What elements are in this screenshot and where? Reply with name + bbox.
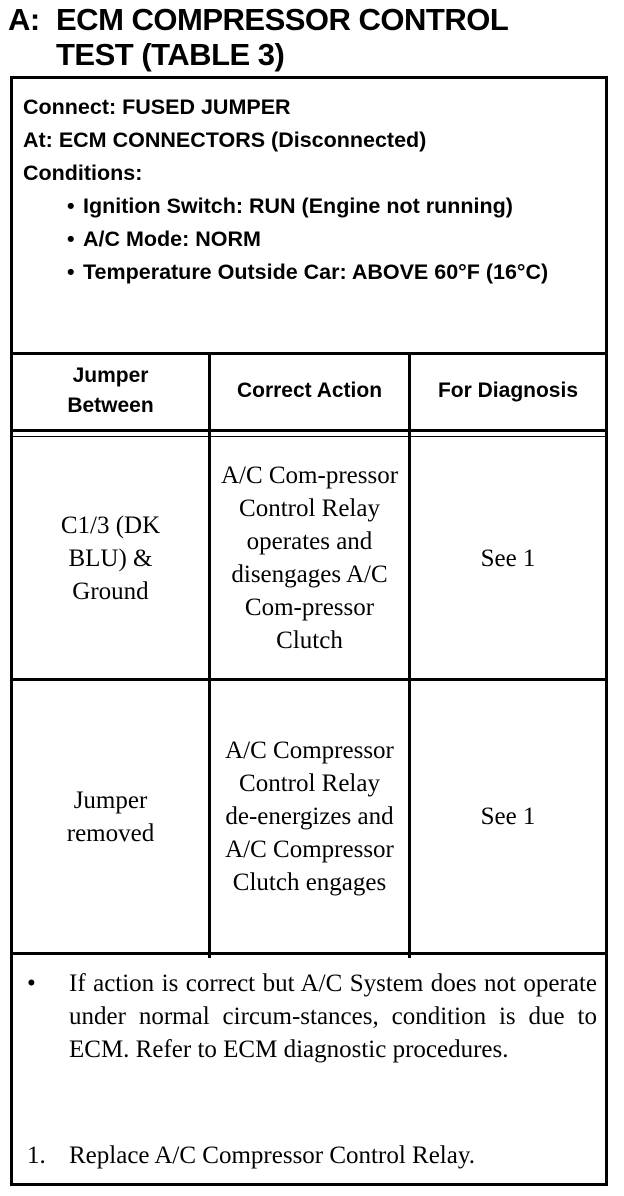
title-line-1: ECM COMPRESSOR CONTROL xyxy=(56,2,509,37)
note-numbered-text: Replace A/C Compressor Control Relay. xyxy=(69,1142,475,1169)
table-row-2-jumper: Jumper removed xyxy=(66,786,155,847)
connection-block xyxy=(13,79,605,355)
header-jumper-between: Jumper Between xyxy=(67,363,154,417)
condition-item: • A/C Mode: NORM xyxy=(69,223,605,256)
table-row-2-action: A/C Compressor Control Relay de-energizes and A/C Compressor Clutch engages xyxy=(225,737,394,896)
title-prefix: A: xyxy=(8,2,40,37)
header-for-diagnosis: For Diagnosis xyxy=(437,378,579,402)
page-title xyxy=(8,2,608,72)
test-table-frame xyxy=(10,76,608,1186)
note-bullet xyxy=(27,967,597,1066)
at-line: At: ECM CONNECTORS (Disconnected) xyxy=(23,128,427,152)
condition-item: • Ignition Switch: RUN (Engine not running) xyxy=(69,190,513,223)
conditions-list xyxy=(23,190,605,289)
connect-line: Connect: FUSED JUMPER xyxy=(23,95,291,119)
table-row-1-jumper: C1/3 (DK BLU) & Ground xyxy=(60,511,161,605)
notes-section xyxy=(13,955,605,1183)
jumper-table xyxy=(13,352,605,952)
header-correct-action: Correct Action xyxy=(236,378,383,402)
table-row-2-diagnosis: See 1 xyxy=(480,803,536,830)
table-row-1-diagnosis: See 1 xyxy=(480,544,536,572)
bullet-mark: • xyxy=(27,970,36,997)
number-mark: 1. xyxy=(27,1142,46,1169)
table-row-1-action: A/C Com-pressor Control Relay operates and disengages A/C Com-pressor Clutch xyxy=(220,462,399,654)
note-bullet-text: If action is correct but A/C System does not operate under normal circum-stances, condition is due to ECM. Refer to ECM diagnostic procedures. xyxy=(69,970,597,1063)
note-numbered xyxy=(27,1139,597,1172)
title-line-2: TEST (TABLE 3) xyxy=(56,37,285,72)
conditions-label: Conditions: xyxy=(23,161,143,185)
condition-item: • Temperature Outside Car: ABOVE 60°F (16°C) xyxy=(69,256,583,289)
